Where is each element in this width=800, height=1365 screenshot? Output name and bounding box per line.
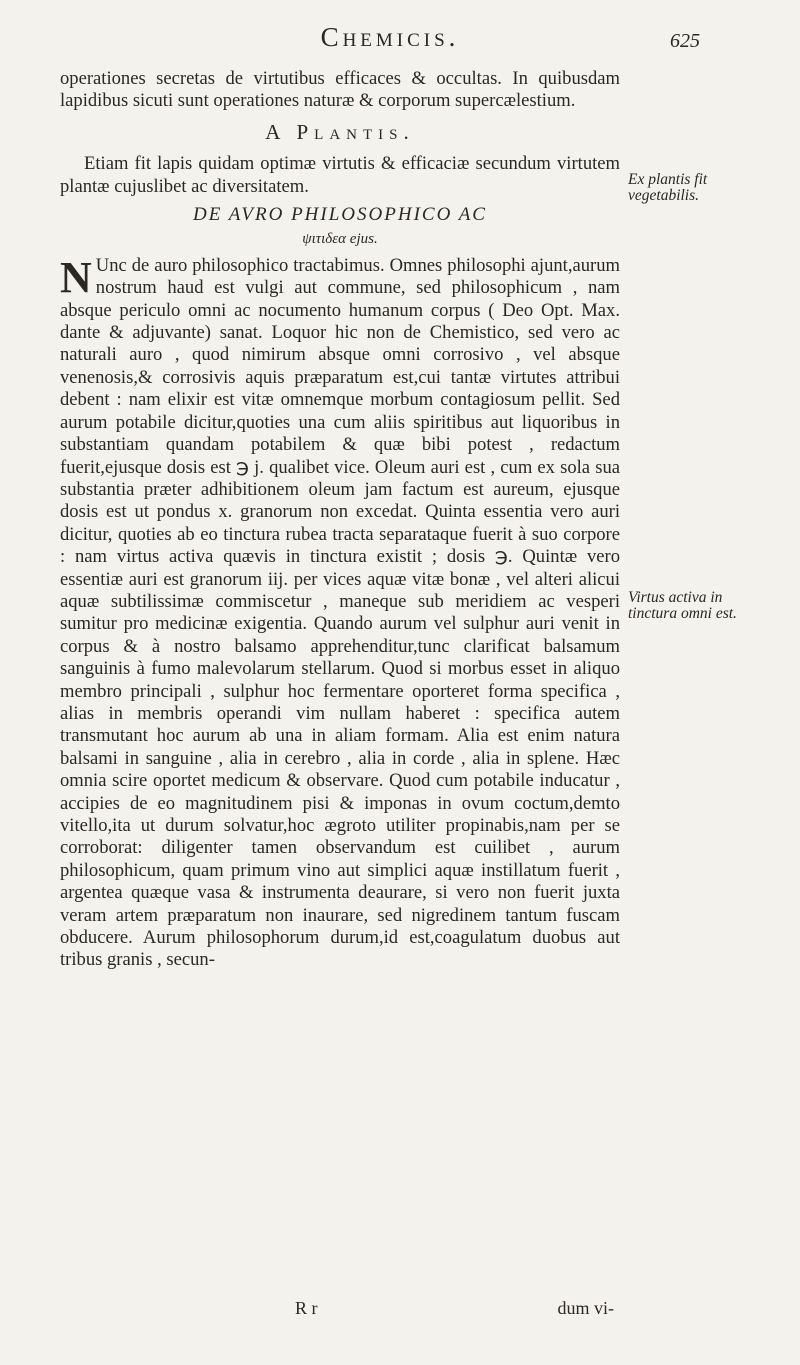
page-footer	[60, 1298, 620, 1322]
paragraph-plantis: Etiam fit lapis quidam optimæ virtutis & efficaciæ secundum virtutem plantæ cujuslibet ac diversitatem.	[60, 153, 620, 197]
running-title: Chemicis.	[320, 22, 460, 52]
greek-subheading: ψιτιδεα ejus.	[302, 231, 378, 248]
marginal-note-plantis: Ex plantis fit vegetabilis.	[628, 171, 708, 204]
paragraph-opening: operationes secretas de virtutibus efficaces & occultas. In quibusdam lapidibus sicuti sunt operationes naturæ & corporum supercælestium.	[60, 68, 620, 112]
catchword: dum vi-	[557, 1298, 614, 1318]
section-heading-plantis: A Plantis.	[265, 119, 415, 144]
signature-mark: R r	[295, 1298, 318, 1318]
section-heading-auro: DE AVRO PHILOSOPHICO AC	[193, 204, 487, 226]
drop-capital: N	[60, 252, 92, 302]
paragraph-auro	[60, 252, 620, 972]
marginal-note-virtus: Virtus activa in tinctura omni est.	[628, 589, 737, 622]
page-number: 625	[670, 30, 700, 52]
page-header	[60, 18, 700, 58]
main-text-column	[60, 68, 620, 972]
paragraph-auro-text: Unc de auro philosophico tractabimus. Omnes philosophi ajunt,aurum nostrum haud est vulgi aut commune, sed philosophicum , nam absque periculo omni ac nocumento humanum corpus ( Deo Opt. Max. dante & adjuvante) sanat. Loquor hic non de Chemistico, sed vero ac naturali auro , quod nimirum absque omni corrosivo , vel absque venenosis,& corrosivis aquis præparatum est,cui tantæ virtutes attribui debent : nam elixir est vitæ omnemque morbum contagiosum pellit. Sed aurum potabile dicitur,quoties una cum aliis spiritibus aut liquoribus in substantiam quandam potabilem & quæ bibi potest , redactum fuerit,ejusque dosis est ℈ j. qualibet vice. Oleum auri est , cum ex sola sua substantia præter adhibitionem oleum jam factum est aureum, ejusque dosis est ut pondus x. granorum non excedat. Quinta essentia vero auri dicitur, quoties ab eo tinctura rubea tracta separataque fuerit à suo corpore : nam virtus activa quævis in tinctura existit ; dosis ℈. Quintæ vero essentiæ auri est granorum iij. per vices aquæ vitæ bonæ , vel alteri alicui aquæ subtilissimæ commiscetur , maneque sub meridiem ac vesperi sumitur pro medicinæ exigentia. Quando aurum vel sulphur auri venit in corpus & à nostro balsamo apprehenditur,tunc clarificat balsamum sanguinis à fumo malevolarum stellarum. Quod si morbus esset in aliquo membro principali , sulphur hoc fermentare oporteret forma specifica , alias in membris operandi vim nullam haberet : specifica autem transmutant hoc aurum ab una in aliam formam. Alia est enim natura balsami in sanguine , alia in cerebro , alia in corde , alia in splene. Hæc omnia scire oportet medicum & observare. Quod cum potabile inducatur , accipies de eo magnitudinem pisi & imponas in ovum coctum,demto vitello,ita ut durum solvatur,hoc ægroto utiliter propinabis,nam per se corroborat: diligenter tamen observandum est cuilibet , aurum philosophicum, quam primum vino aut simplici aquæ instillatum fuerit , argentea quæque vasa & instrumenta deaurare, si vero non fuerit juxta veram artem præparatum non inaurare, sed nigredinem tantum fuscam obducere. Aurum philosophorum durum,id est,coagulatum duobus aut tribus granis , secun-	[60, 254, 620, 971]
